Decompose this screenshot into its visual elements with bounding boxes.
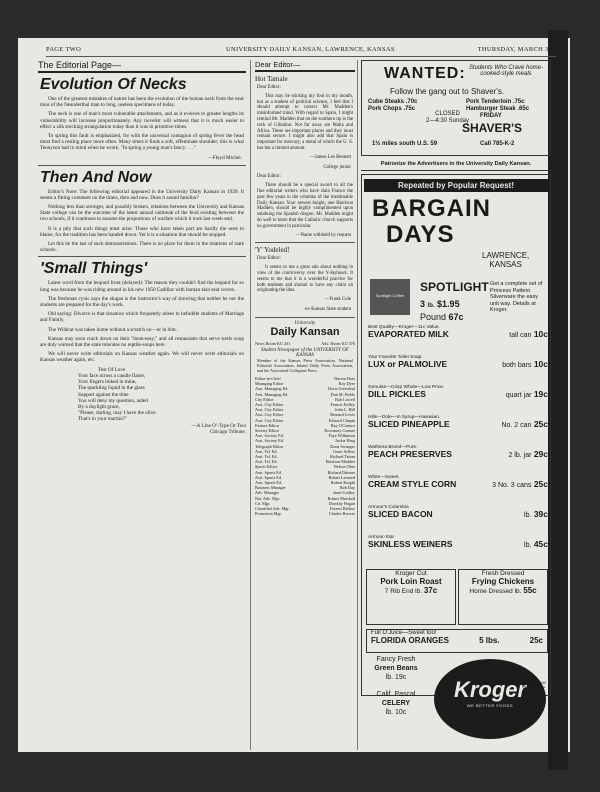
wanted-follow: Follow the gang out to Shaver's.: [390, 87, 505, 96]
page-number: PAGE TWO: [46, 46, 82, 53]
staff-name: Dorothy Hogan: [328, 500, 355, 506]
item-name: EVAPORATED MILK: [368, 329, 449, 339]
staff-name: Bob Lowell: [335, 396, 355, 402]
item-name: CREAM STYLE CORN: [368, 479, 457, 489]
small-things-paragraph: The freshman cynic says the slogan is the instructor's way of showing that neither he nor the students are prepared for the day's work.: [40, 295, 244, 309]
item-qty: lb.: [524, 512, 532, 519]
issue-date: THURSDAY, MARCH 3, 1: [477, 46, 556, 53]
menu-item: Pork Chops .75c: [368, 106, 416, 112]
item-price: 10c: [533, 329, 548, 339]
staff-name: Dona Swanger: [330, 443, 355, 449]
letter-body: There should be a special award to all the fine editorial writers who have slain Franco the past few years in the columns of the inestimable Daily Kansan. Your newest knight, one Harrison Madden, should be highly complimented upon subduing the Spanish dragon. Mr. Madden might do well to learn that the Catholic church supports no government in particular.: [257, 183, 353, 229]
letter-salutation: Dear Editor:: [257, 256, 281, 262]
letter-body: This may be sticking my foot in my mouth, but as a student of political science, I feel that I should attempt to correct Mr. Madden's misinformed mind. With regard to Spain, I might remind Mr. Madden that on the southern tip is the rock of Gibraltar. Not far away are Malta and Africa. These are important places and they must remain secure. I might also add that Spain is important for mercury, a metal of which the U. S. has but a limited amount.: [257, 93, 353, 151]
staff-name: John L. Hill: [334, 407, 355, 413]
princess-silverware: Get a complete set of Princess Pattern Silverware the easy unit way. Details at Kroger.: [490, 281, 543, 313]
kroger-logo: Kroger WE BETTER FOODS: [434, 659, 546, 739]
staff-role: Asst. Managing Ed.: [255, 386, 289, 392]
poem-line: That's in your martini?": [78, 416, 128, 423]
poem-line: Support against the time: [78, 391, 129, 398]
item-name: LUX or PALMOLIVE: [368, 359, 448, 369]
staff-name: Bob Day: [339, 485, 355, 491]
then-now-title: Then And Now: [40, 168, 152, 186]
grocery-item: [368, 385, 548, 400]
poem: [78, 367, 246, 435]
masthead-note: Member of the Kansas Press Association, National Editorial Association, Inland Daily Press Association, and the Associated Collegiate Press.: [257, 357, 353, 373]
binder-edge: [548, 30, 568, 770]
item-qty: 3 No. 3 cans: [492, 482, 532, 489]
wanted-headline: WANTED:: [384, 65, 466, 82]
kroger-banner: Repeated by Popular Request!: [364, 179, 548, 192]
spotlight-price: 3 lb. $1.95 Pound 67c: [420, 299, 464, 322]
letter-byline: College junior: [323, 164, 351, 170]
staff-name: Bernard Lewis: [330, 412, 355, 418]
staff-role: Cir. Mgr.: [255, 500, 271, 506]
masthead-phones: [255, 341, 355, 346]
staff-name: Grant Sellers: [333, 448, 355, 454]
staff-name: Richard Tatum: [330, 453, 355, 459]
small-things-title: 'Small Things': [40, 260, 148, 278]
staff-role: Asst. Sports Ed.: [255, 474, 282, 480]
menu-item: Pork Tenderloin .75c: [466, 99, 525, 105]
item-price: 29c: [533, 449, 548, 459]
grocery-item: [368, 475, 548, 490]
staff-name: Edward Chapin: [328, 417, 355, 423]
staff-name: Francis Kelley: [330, 401, 355, 407]
grocery-item: [368, 325, 548, 340]
then-now-paragraph: Let this be the last of such demonstrations. There is no place for them in the relations of state schools.: [40, 241, 244, 254]
item-price: 25c: [533, 479, 548, 489]
staff-name: Jackie Hing: [335, 438, 355, 444]
grocery-item: [368, 445, 548, 460]
staff-name: Faye Wilkinson: [328, 433, 355, 439]
item-note: Armour-Star: [368, 535, 395, 540]
staff-role: Nat. Adv. Mgr.: [255, 495, 280, 501]
poem-line: Your fingers linked in mine,: [78, 379, 137, 386]
staff-role: Asst. Tel. Ed.: [255, 448, 278, 454]
grocery-item: [368, 355, 548, 370]
staff-role: Feature Editor: [255, 422, 280, 428]
staff-role: Asst. Sports Ed.: [255, 469, 282, 475]
masthead-subtitle: Student Newspaper of the UNIVERSITY OF KANSAS: [261, 347, 349, 358]
letter-salutation: Dear Editor:: [257, 174, 281, 180]
staff-role: Asst. City Editor: [255, 417, 284, 423]
staff-role: Asst. City Editor: [255, 412, 284, 418]
item-name: SLICED PINEAPPLE: [368, 419, 450, 429]
staff-role: Asst. Managing Ed.: [255, 391, 289, 397]
letter-title: Hot Tamale: [255, 75, 288, 83]
menu-left: [368, 99, 417, 113]
poem-line: "Please, darling, may I have the olive: [78, 410, 156, 417]
necks-title: Evolution Of Necks: [40, 76, 187, 93]
staff-name: Don M. Fields: [330, 391, 355, 397]
staff-name: Robert Marshall: [327, 495, 355, 501]
staff-name: Robert Leonard: [328, 474, 355, 480]
days-word: DAYS: [386, 221, 455, 248]
wanted-tagline: Students Who Crave home-cooked-style meals: [468, 65, 544, 77]
item-note: Best Quality—Kroger—11c Value.: [368, 325, 440, 330]
item-name: SKINLESS WEINERS: [368, 539, 453, 549]
item-price: 45c: [533, 539, 548, 549]
item-note: Genuine—Crisp Whole—Low Price.: [368, 385, 445, 390]
poem-title: Test Of Love: [98, 366, 126, 373]
grocery-item: [368, 415, 548, 430]
masthead-university: University: [294, 320, 316, 326]
staff-role: Asst. City Editor: [255, 407, 284, 413]
item-note: Hills—Dole—In Syrup—Hawaiian.: [368, 415, 441, 420]
item-qty: tall can: [509, 332, 532, 339]
divider: [38, 165, 246, 166]
item-qty: both bars: [502, 362, 532, 369]
item-name: DILL PICKLES: [368, 389, 426, 399]
staff-row: [255, 511, 355, 516]
letter-body: It seems to me a great ado about nothing in view of the controversy over the Y-Jayhawk. It seems to me that it is a wonderful practice for both students and alumni to have any claim on originating the idea.: [257, 265, 353, 294]
staff-role: Asst. Society Ed.: [255, 433, 284, 439]
kroger-copyright: Copyright 1949 The Kroger Co.: [521, 681, 546, 689]
staff-name: Ray O'Connor: [330, 422, 355, 428]
paper-name: UNIVERSITY DAILY KANSAN, LAWRENCE, KANSAS: [226, 46, 395, 53]
divider: [38, 256, 246, 257]
item-note: Your Favorite Toilet Soap.: [368, 355, 423, 360]
necks-paragraph: One of the greatest mistakes of nature has been the evolution of the human neck from the near miss of the Neanderthal man to long, useless specimens of today.: [40, 96, 244, 109]
spotlight-title: SPOTLIGHT: [420, 280, 489, 294]
staff-role: Asst. Sports Ed.: [255, 479, 282, 485]
staff-name: Harrison Madden: [325, 459, 355, 465]
frying-chicken-box: Fresh Dressed Frying Chickens Home Dressed lb. 55c: [458, 569, 548, 625]
item-qty: 2 lb. jar: [508, 452, 532, 459]
staff-role: Asst. Society Ed.: [255, 438, 284, 444]
hours: CLOSED 2—4:30 Sunday: [426, 111, 470, 124]
staff-role: Business Manager: [255, 485, 286, 491]
staff-name: Robert Knight: [330, 479, 355, 485]
item-qty: quart jar: [505, 392, 532, 399]
staff-name: Richard Dittmer: [327, 469, 355, 475]
small-things-paragraph: The Wildcat was taken home without a scratch on—or in him.: [48, 326, 177, 333]
staff-role: Adv. Manager: [255, 490, 279, 496]
poem-line: By a daylight grace,: [78, 403, 120, 410]
produce: Fancy Fresh Green Beans lb. 19c Calif. Pascal CELERY lb. 10c: [374, 656, 418, 716]
then-now-paragraph: Editor's Note: The following editorial appeared in the University Daily Kansan in 1929. It seems a fitting comment on the times, then and now. Does it sound familiar?: [40, 188, 244, 201]
staff-role: Society Editor: [255, 427, 280, 433]
staff-role: Telegraph Editor: [255, 443, 284, 449]
staff-list: [255, 376, 355, 516]
menu-right: [466, 99, 529, 113]
section-title: The Editorial Page—: [38, 60, 246, 73]
small-things-paragraph: Latest word from the leopard front (delayed): The reason they couldn't find the leopard for so long was because he was riding around in his new 1950 Cadillac with human skin seat covers.: [40, 280, 244, 293]
staff-role: City Editor: [255, 396, 274, 402]
letter-title: 'Y' Yodeled!: [255, 246, 290, 255]
staff-name: Charles Brewer: [328, 511, 355, 517]
staff-role: Asst. City Editor: [255, 401, 284, 407]
letters-column: [250, 60, 355, 750]
masthead-title: Daily Kansan: [270, 325, 340, 338]
letter-byline: —Name withheld by request: [295, 232, 351, 238]
letter-byline: —Frank Cole: [324, 297, 351, 303]
poem-line: Your face across a candle flame,: [78, 372, 146, 379]
staff-role: Editor-in-Chief: [255, 375, 281, 381]
shavers-ad: [361, 60, 551, 156]
staff-name: Nelson Ober: [333, 464, 355, 470]
poem-source: Chicago Tribune.: [209, 428, 246, 435]
letters-section-title: Dear Editor—: [255, 60, 355, 72]
page-header: [46, 44, 556, 57]
bargain-word: BARGAIN: [372, 195, 491, 222]
grocery-item: [368, 535, 548, 550]
staff-role: Sports Editor: [255, 464, 278, 470]
menu-item: Hamburger Steak .65c: [466, 106, 530, 112]
item-note: Wathena Brand—Pure.: [368, 445, 418, 450]
item-qty: lb.: [524, 542, 532, 549]
staff-role: Classified Adv. Mgr.: [255, 505, 290, 511]
letter-salutation: Dear Editor:: [257, 85, 281, 90]
item-price: 39c: [533, 509, 548, 519]
divider: [255, 317, 355, 318]
item-price: 19c: [533, 389, 548, 399]
staff-name: Janet Godley: [333, 490, 355, 496]
poem-credit: —A Line O'-Type Or Two: [191, 422, 246, 429]
poem-line: You will deny my question, aided: [78, 397, 148, 404]
editorial-column: [38, 60, 246, 750]
adv-room: Adv. Room KU 376: [321, 340, 355, 346]
staff-role: Promotion Mgr.: [255, 511, 282, 517]
item-price: 25c: [533, 419, 548, 429]
then-now-paragraph: Nothing less than stronger, and possibly broken, relations between the University and Kansas State college can be the outcome of the latest annual outbreak of the feud existing between the two schools, if it continues to assume the proportions of warfare which it took last week-end.: [40, 204, 244, 223]
item-note: White—Sweet.: [368, 475, 400, 480]
staff-name: Kay Dyer: [338, 381, 355, 387]
letter-byline: —James Lee Bennett: [309, 154, 351, 160]
grocery-item: [368, 505, 548, 520]
staff-name: Forrest Bellow: [329, 505, 355, 511]
ads-column: [357, 60, 551, 750]
small-things-paragraph: Kansas may soon crack down on their "bean-easy," and all restaurants that serve turtle soup are duly warned that the state tolerates no reptile-soups here.: [40, 335, 244, 349]
shavers-location: 1½ miles south U.S. 59: [372, 141, 438, 147]
necks-paragraph: To spring this fault is emphasized, for with the universal contagion of spring fever the head must find a resting place more often. Many times it finds a soft, effeminate shoulder; this is what Tennyson had in mind when he wrote, "In spring a young man's fancy. . . .": [40, 133, 244, 152]
staff-role: Asst. Tel. Ed.: [255, 459, 278, 465]
friday-label: FRIDAY: [480, 113, 502, 119]
item-name: SLICED BACON: [368, 509, 433, 519]
florida-oranges: Full O'Juice—Sweet too! FLORIDA ORANGES 5 lbs. 25c: [366, 629, 548, 653]
kroger-location: LAWRENCE, KANSAS: [482, 251, 530, 269]
poem-line: The sparkling liquid in the glass: [78, 385, 145, 392]
item-note: Armour's Columbia: [368, 505, 409, 510]
necks-paragraph: The neck is one of man's most vulnerable attachments, and as it evolves to greater lengths its vulnerability will increase proportionately. Any novelist will witness that it is much easier to effect a silk stocking strangulation today than it was in primitive times.: [40, 111, 244, 130]
coffee-bag-image: Spotlight Coffee: [370, 279, 410, 315]
item-name: PEACH PRESERVES: [368, 449, 452, 459]
staff-name: Rosemary Cramer: [324, 427, 355, 433]
staff-role: Asst. Tel. Ed.: [255, 453, 278, 459]
then-now-paragraph: It is a pity that such things must arise. Those who have taken part are hardly the ones to blame, for the tradition has been handed down. Yet it is a situation that should be stopped.: [40, 225, 244, 238]
item-price: 10c: [533, 359, 548, 369]
shavers-phone: Call 785-K-2: [480, 141, 515, 147]
menu-item: Cube Steaks .70c: [368, 99, 418, 105]
staff-name: Doris Greenleaf: [328, 386, 355, 392]
small-things-paragraph: Old saying: Divorce is that situation which frequently arises to befuddle students of Marriage and Family.: [40, 311, 244, 324]
divider: [255, 242, 355, 243]
staff-name: Warren Bass: [333, 375, 355, 381]
patronize-note: Patronize the Advertisers in the University Daily Kansan.: [361, 158, 551, 171]
pork-roast-box: Kroger Cut Pork Loin Roast 7 Rib End lb. 37c: [366, 569, 456, 625]
news-room: News Room KU 261: [255, 340, 291, 346]
necks-byline: —Floyd Michel.: [207, 154, 242, 161]
small-things-paragraph: We will never write editorials on Kansas weather again. We will never write editorials on Kansas weather again, etc.: [40, 351, 244, 364]
kroger-ad: [361, 174, 551, 716]
letter-byline: ex-Kansas State student: [305, 306, 351, 312]
staff-role: Managing Editor: [255, 381, 284, 387]
item-qty: No. 2 can: [501, 422, 532, 429]
shavers-name: SHAVER'S: [462, 121, 522, 135]
